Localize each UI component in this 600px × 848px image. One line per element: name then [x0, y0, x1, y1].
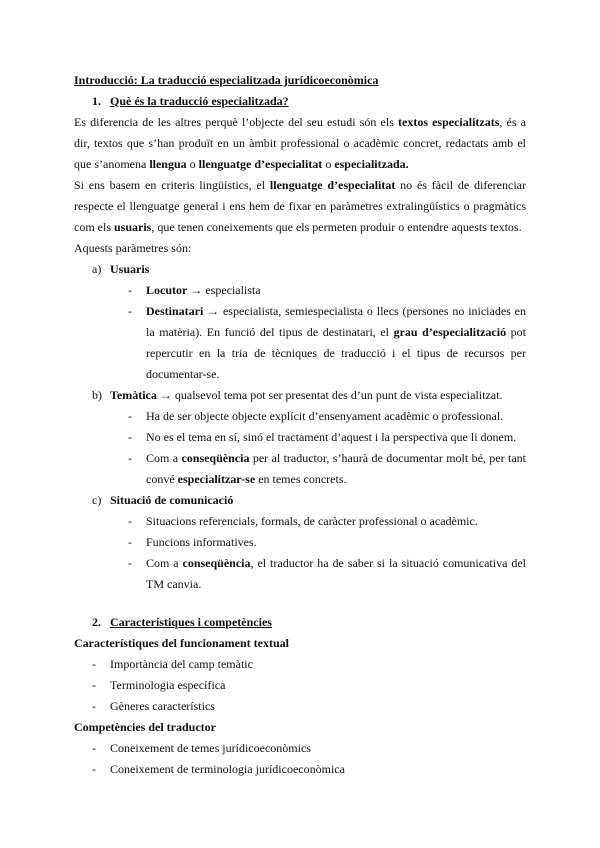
section-1-heading: Què és la traducció especialitzada?: [110, 94, 289, 108]
text-span: convé: [146, 472, 178, 486]
text-span: → qualsevol tema pot ser presentat des d’un punt de vista especialitzat.: [156, 388, 503, 402]
text-span: → especialista, semiespecialista o llecs (persones no iniciades en: [203, 304, 526, 318]
list-marker-a: a): [92, 262, 102, 276]
list-item: Importància del camp temàtic: [110, 657, 253, 671]
item-a-label: Usuaris: [110, 262, 150, 276]
paragraph-2-line-3: [74, 219, 522, 235]
text-span: , el traductor ha de saber si la situació comunicativa del: [250, 556, 526, 570]
text-span: o: [186, 157, 199, 171]
bold-term: usuaris: [114, 220, 152, 234]
situacio-item-3-line-2: TM canvia.: [146, 577, 202, 591]
text-span: → especialista: [187, 283, 261, 297]
bold-term: Destinatari: [146, 304, 204, 318]
text-span: Com a: [146, 556, 183, 570]
text-span: Com a: [146, 451, 182, 465]
dash-bullet: -: [128, 535, 132, 549]
dash-bullet: -: [128, 556, 132, 570]
text-span: que s’anomena: [74, 157, 150, 171]
dash-bullet: -: [128, 430, 132, 444]
section-2-number: 2.: [92, 615, 101, 629]
bold-term: llenguatge d’especialitat: [269, 178, 396, 192]
text-span: en temes concrets.: [255, 472, 347, 486]
destinatari-line-2: [146, 324, 526, 340]
text-span: pot: [506, 325, 526, 339]
text-span: Es diferencia de les altres perquè l’objecte del seu estudi són els: [74, 115, 398, 129]
tematica-item-3-line-1: [146, 450, 526, 466]
list-item: Terminologia específica: [110, 678, 226, 692]
destinatari-line-1: [146, 303, 526, 319]
bold-term: conseqüència: [181, 451, 250, 465]
subheading-caracteristiques: Característiques del funcionament textual: [74, 636, 289, 650]
dash-bullet: -: [92, 657, 96, 671]
section-2-heading: Característiques i competències: [110, 615, 272, 629]
paragraph-2-line-2: respecte el llenguatge general i ens hem de fixar en paràmetres extralingüístics o pragmàtics: [74, 199, 526, 213]
bold-term: especialitzar-se: [177, 472, 256, 486]
bold-term: conseqüència: [182, 556, 251, 570]
section-1-number: 1.: [92, 94, 101, 108]
tematica-item-3-line-2: [146, 471, 346, 487]
text-span: no és fàcil de diferenciar: [395, 178, 526, 192]
dash-bullet: -: [92, 699, 96, 713]
bold-term: llengua: [149, 157, 187, 171]
list-marker-c: c): [92, 493, 102, 507]
subheading-competencies: Competències del traductor: [74, 720, 216, 734]
text-span: Si ens basem en criteris lingüístics, el: [74, 178, 270, 192]
dash-bullet: -: [128, 409, 132, 423]
item-c-label: Situació de comunicació: [110, 493, 234, 507]
text-span: , que tenen coneixements que els permeten produir o entendre aquests textos.: [151, 220, 522, 234]
situacio-item-3-line-1: [146, 555, 526, 571]
text-span: per al traductor, s’haurà de documentar molt bé, per tant: [249, 451, 526, 465]
text-span: la matèria). En funció del tipus de destinatari, el: [146, 325, 394, 339]
situacio-item-1: Situacions referencials, formals, de caràcter professional o acadèmic.: [146, 514, 478, 528]
paragraph-2-line-1: [74, 177, 526, 193]
tematica-item-2: No es el tema en sí, sinó el tractament d’aquest i la perspectiva que li donem.: [146, 430, 517, 444]
situacio-item-2: Funcions informatives.: [146, 535, 257, 549]
bold-term: Locutor: [146, 283, 188, 297]
paragraph-1-line-3: [74, 156, 409, 172]
dash-bullet: -: [128, 304, 132, 318]
list-marker-b: b): [92, 388, 102, 402]
paragraph-1-line-1: [74, 114, 526, 130]
list-item: Gèneres característics: [110, 699, 215, 713]
dash-bullet: -: [92, 741, 96, 755]
bold-term: llenguatge d’especialitat: [198, 157, 323, 171]
bold-term: grau d’especialització: [393, 325, 507, 339]
item-b-line: [110, 387, 502, 403]
bold-term: especialitzada.: [334, 157, 409, 171]
dash-bullet: -: [128, 451, 132, 465]
tematica-item-1: Ha de ser objecte objecte explícit d’ensenyament acadèmic o professional.: [146, 409, 504, 423]
dash-bullet: -: [92, 678, 96, 692]
locutor-line: [146, 282, 261, 298]
dash-bullet: -: [92, 762, 96, 776]
text-span: , és a: [499, 115, 526, 129]
document-title: Introducció: La traducció especialitzada jurídicoeconòmica: [74, 73, 379, 87]
dash-bullet: -: [128, 514, 132, 528]
list-item: Coneixement de temes jurídicoeconòmics: [110, 741, 311, 755]
text-span: com els: [74, 220, 114, 234]
destinatari-line-4: documentar-se.: [146, 367, 220, 381]
list-item: Coneixement de terminologia jurídicoeconòmica: [110, 762, 345, 776]
text-span: o: [322, 157, 335, 171]
paragraph-2-line-4: Aquests paràmetres són:: [74, 241, 192, 255]
bold-term: textos especialitzats: [398, 115, 500, 129]
destinatari-line-3: repercutir en la tria de tècniques de traducció i el tipus de recursos per: [146, 346, 526, 360]
bold-term: Temàtica: [110, 388, 157, 402]
paragraph-1-line-2: dir, textos que s’han produït en un àmbit professional o acadèmic concret, redactats amb el: [74, 136, 526, 150]
dash-bullet: -: [128, 283, 132, 297]
